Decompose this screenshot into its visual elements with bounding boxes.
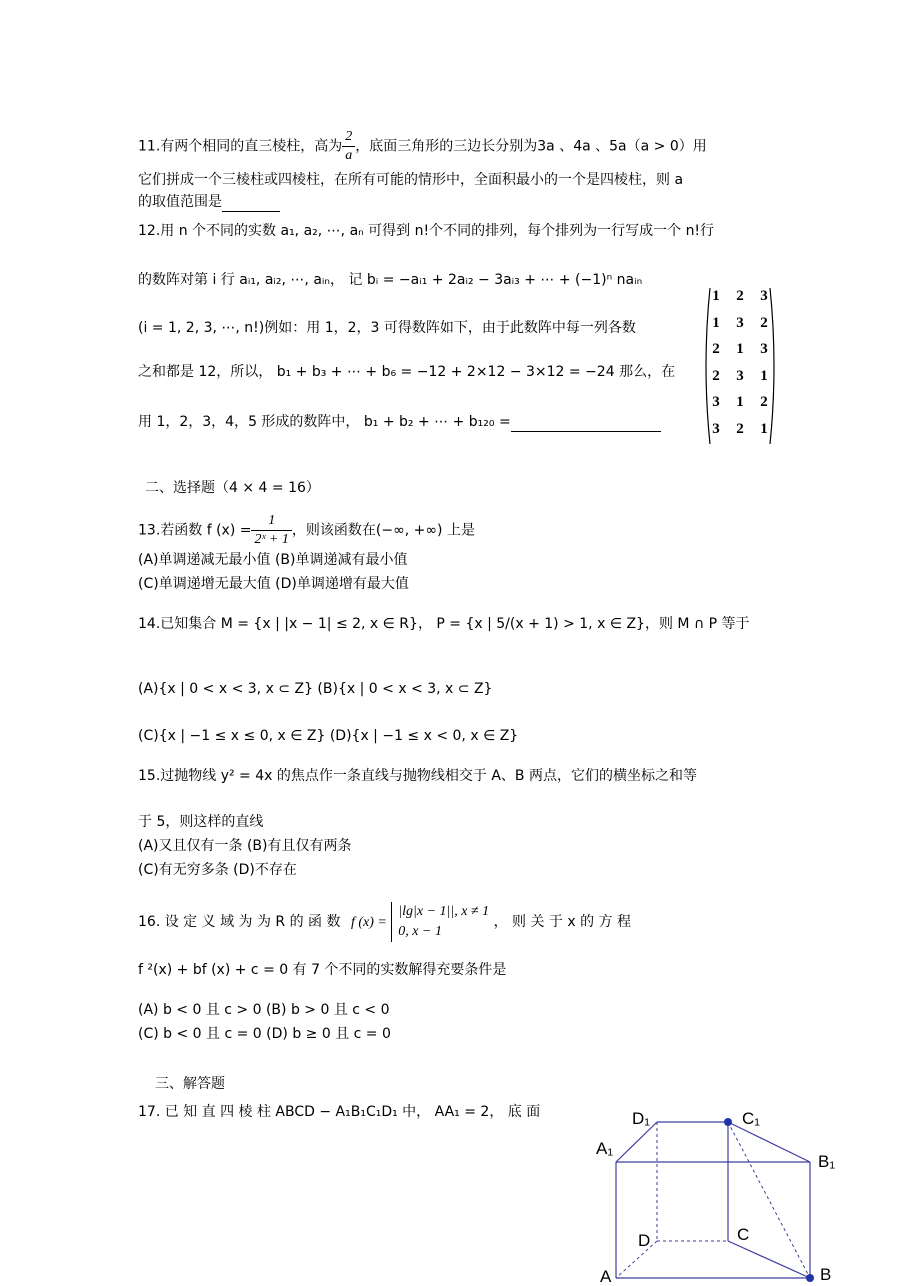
q13-fraction [251, 512, 291, 549]
label-a1: A₁ [596, 1139, 614, 1158]
matrix-cell: 2 [736, 420, 744, 437]
matrix-cell: 3 [712, 420, 720, 437]
point-c1 [724, 1118, 732, 1126]
q11-frac-den: a [345, 148, 353, 163]
matrix-cell: 2 [760, 314, 768, 331]
answer-blank[interactable] [511, 417, 661, 432]
q12-line1: 12.用 n 个不同的实数 a₁, a₂, ⋯, aₙ 可得到 n!个不同的排列，每个排列为一行写成一个 n!行 [138, 223, 715, 239]
matrix-cell: 1 [736, 341, 744, 357]
label-b: B [820, 1265, 832, 1284]
q11-line1 [138, 128, 707, 165]
matrix-cell: 3 [760, 288, 768, 304]
q14-options-ab: (A){x | 0 < x < 3, x ⊂ Z} (B){x | 0 < x < 3, x ⊂ Z} [138, 681, 493, 697]
matrix-cell: 3 [736, 367, 744, 384]
q12-line2: 的数阵对第 i 行 aᵢ₁, aᵢ₂, ⋯, aᵢₙ， 记 bᵢ = −aᵢ₁ + 2aᵢ₂ − 3aᵢ₃ + ⋯ + (−1)ⁿ naᵢₙ [138, 272, 643, 288]
matrix-cell: 1 [760, 367, 768, 384]
q16-text-b: ， 则 关 于 x 的 方 程 [493, 914, 632, 930]
q16-case2: 0, x − 1 [398, 924, 442, 939]
matrix-cell: 1 [712, 314, 720, 331]
q11-text-a: 11.有两个相同的直三棱柱，高为 [138, 138, 343, 155]
q12-line5 [138, 412, 661, 432]
matrix-row [700, 315, 780, 341]
q11-line3-text: 的取值范围是 [138, 194, 222, 210]
matrix-cell: 2 [736, 288, 744, 304]
q12-line5-text: 用 1，2，3，4，5 形成的数阵中， b₁ + b₂ + ⋯ + b₁₂₀ = [138, 414, 511, 430]
matrix-row [700, 394, 780, 420]
matrix-row [700, 341, 780, 367]
q13-options-ab: (A)单调递减无最小值 (B)单调递减有最小值 [138, 552, 408, 568]
matrix-cell: 2 [760, 394, 768, 410]
matrix-cell: 3 [760, 341, 768, 357]
matrix-cell: 2 [712, 367, 720, 384]
q16-piecewise [391, 902, 489, 942]
q13-options-cd: (C)单调递增无最大值 (D)单调递增有最大值 [138, 576, 409, 592]
q15-options-ab: (A)又且仅有一条 (B)有且仅有两条 [138, 838, 352, 854]
q13-frac-den: 2ˣ + 1 [254, 532, 289, 547]
q14-line1: 14.已知集合 M = {x | |x − 1| ≤ 2, x ∈ R}， P = {x | 5/(x + 1) > 1, x ∈ Z}，则 M ∩ P 等于 [138, 616, 750, 632]
matrix-cell: 3 [736, 314, 744, 331]
matrix-cell: 1 [736, 394, 744, 410]
point-b [806, 1274, 814, 1282]
q11-fraction [342, 128, 355, 165]
label-c: C [737, 1225, 750, 1244]
answer-blank[interactable] [222, 197, 280, 212]
q16-case1: |lg|x − 1||, x ≠ 1 [398, 904, 490, 919]
matrix-cell: 3 [712, 394, 720, 410]
q15-line2: 于 5，则这样的直线 [138, 814, 264, 830]
q16-line1: 16. 设 定 义 域 为 为 R 的 函 数 f (x) = |lg|x − 1||, x ≠ 1 0, x − 1 ， 则 关 于 x 的 方 程 [138, 902, 631, 942]
matrix-row [700, 421, 780, 447]
label-d1: D₁ [632, 1109, 651, 1128]
q11-line2: 它们拼成一个三棱柱或四棱柱，在所有可能的情形中，全面积最小的一个是四棱柱，则 a [138, 172, 684, 188]
matrix-cell: 1 [760, 420, 768, 437]
q16-options-ab: (A) b < 0 且 c > 0 (B) b > 0 且 c < 0 [138, 1002, 390, 1018]
q15-line1: 15.过抛物线 y² = 4x 的焦点作一条直线与抛物线相交于 A、B 两点，它们的横坐标之和等 [138, 768, 697, 784]
q16-text-a: 16. 设 定 义 域 为 为 R 的 函 数 [138, 914, 341, 930]
q16-line2: f ²(x) + bf (x) + c = 0 有 7 个不同的实数解得充要条件是 [138, 962, 507, 978]
q12-line3: (i = 1, 2, 3, ⋯, n!)例如：用 1，2，3 可得数阵如下，由于此数阵中每一列各数 [138, 320, 636, 336]
section-2-heading: 二、选择题（4 × 4 = 16） [145, 480, 320, 496]
matrix-cell: 1 [712, 288, 720, 304]
q13-line1 [138, 512, 475, 549]
label-c1: C₁ [742, 1109, 761, 1128]
q15-options-cd: (C)有无穷多条 (D)不存在 [138, 862, 297, 878]
matrix-row [700, 368, 780, 394]
q11-line3 [138, 192, 280, 212]
label-a: A [600, 1267, 612, 1286]
q14-options-cd: (C){x | −1 ≤ x ≤ 0, x ∈ Z} (D){x | −1 ≤ x < 0, x ∈ Z} [138, 728, 519, 744]
q12-line4: 之和都是 12，所以， b₁ + b₃ + ⋯ + b₆ = −12 + 2×12 − 3×12 = −24 那么，在 [138, 364, 676, 380]
q16-options-cd: (C) b < 0 且 c = 0 (D) b ≥ 0 且 c = 0 [138, 1026, 391, 1042]
q11-frac-num: 2 [342, 128, 355, 147]
label-b1: B₁ [818, 1152, 836, 1171]
q11-text-b: ，底面三角形的三边长分别为3a 、4a 、5a（a > 0）用 [355, 138, 707, 155]
q13-frac-num: 1 [251, 512, 291, 531]
permutation-matrix [700, 286, 780, 446]
label-d: D [638, 1231, 651, 1250]
matrix-cell: 2 [712, 341, 720, 357]
q13-text-b: ，则该函数在(−∞, +∞) 上是 [291, 522, 475, 539]
section-3-heading: 三、解答题 [155, 1076, 225, 1092]
matrix-row [700, 288, 780, 314]
q13-text-a: 13.若函数 f (x) = [138, 522, 252, 539]
q17-line1: 17. 已 知 直 四 棱 柱 ABCD − A₁B₁C₁D₁ 中， AA₁ = 2， 底 面 [138, 1104, 541, 1120]
